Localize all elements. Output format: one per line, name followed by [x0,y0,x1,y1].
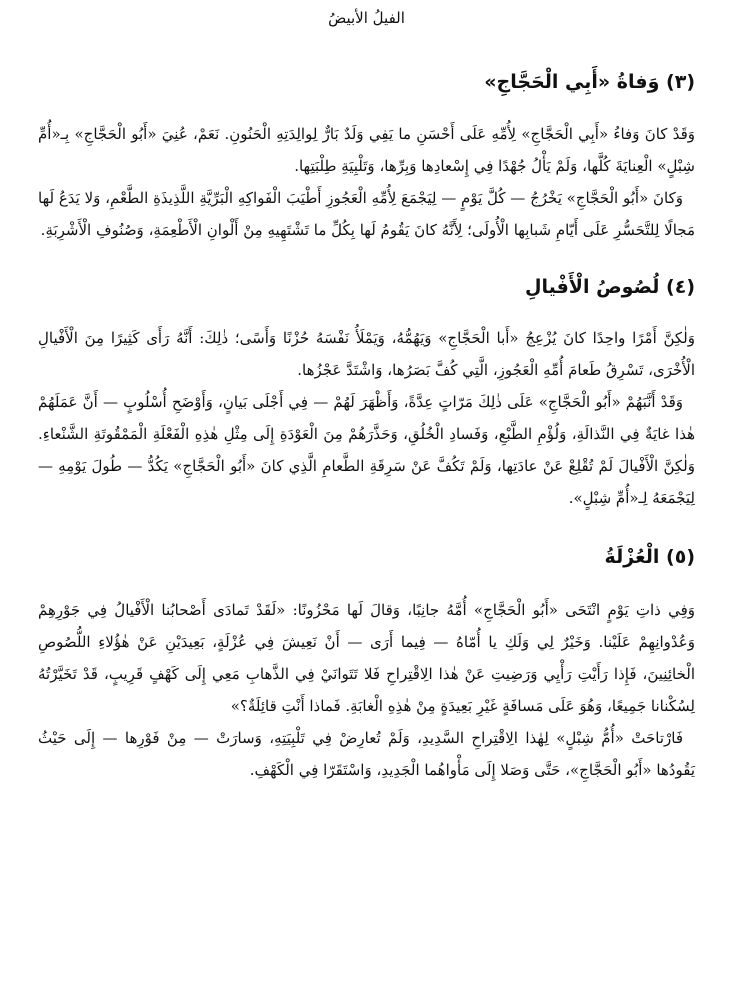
paragraph: فَارْتاحَتْ «أُمُّ شِبْلٍ» لِهٰذا الِاقْتِراحِ السَّدِيدِ، وَلَمْ تُعارِضْ فِي تَلْبِيَتِهِ، وَسارَتْ — مِنْ فَوْرِها — إِلَى حَيْثُ يَقُودُها «أَبُو الْحَجَّاجِ»، حَتَّى وَصَلا إِلَى مَأْواهُما الْجَدِيدِ، وَاسْتَقَرّا فِي الْكَهْفِ. [38,729,695,779]
paragraph: وَلٰكِنَّ أَمْرًا واحِدًا كانَ يُزْعِجُ «أَبا الْحَجَّاجِ» وَيَهُمُّهُ، وَيَمْلَأُ نَفْسَهُ حُزْنًا وَأَسًى؛ ذٰلِكَ: أَنَّهُ رَأَى كَثِيرًا مِنَ الْأَفْيالِ الْأُخْرَى، تَسْرِقُ طَعامَ أُمِّهِ الْعَجُوزِ، الَّتِي كُفَّ بَصَرُها، وَاشْتَدَّ عَجْزُها. [38,329,695,379]
running-header: الفيلُ الأبيضُ [328,9,405,27]
paragraph: وَفِي ذاتِ يَوْمٍ انْتَحَى «أَبُو الْحَجَّاجِ» أُمَّهُ جانِبًا، وَقالَ لَها مَحْزُونًا: «لَقَدْ تَمادَى أَصْحابُنا الْأَفْيالُ فِي جَوْرِهِمْ وَعُدْوانِهِمْ عَلَيْنا. وَخَيْرٌ لِي وَلَكِ يا أُمّاهُ — فِيما أَرَى — أَنْ نَعِيشَ فِي عُزْلَةٍ، بَعِيدَيْنِ عَنْ هٰؤُلاءِ اللُّصُوصِ الْخائِنِينَ، فَإِذا رَأَيْتِ رَأْيِي وَرَضِيتِ عَنْ هٰذا الِاقْتِراحِ فَلا تَتَوانَيْ فِي الذَّهابِ مَعِي إِلَى كَهْفٍ قَرِيبٍ، قَدْ تَخَيَّرْتُهُ لِسُكْنانا جَمِيعًا، وَهُوَ عَلَى مَسافَةٍ غَيْرِ بَعِيدَةٍ مِنْ هٰذِهِ الْغابَةِ. فَماذا أَنْتِ قائِلَةٌ؟» [38,601,695,715]
paragraph: وَكانَ «أَبُو الْحَجَّاجِ» يَخْرُجُ — كُلَّ يَوْمٍ — لِيَجْمَعَ لِأُمِّهِ الْعَجُوزِ أَطْيَبَ الْفَواكِهِ الْبَرِّيَّةِ اللَّذِيذَةِ الطَّعْمِ، وَلا يَدَعُ لَها مَجالًا لِلتَّحَسُّرِ عَلَى أَيّامِ شَبابِها الْأُولَى؛ لِأَنَّهُ كانَ يَقُومُ لَها بِكُلِّ ما تَشْتَهِيهِ مِنْ أَلْوانِ الْأَطْعِمَةِ، وَصُنُوفِ الْأَشْرِبَةِ. [38,189,695,239]
section-4 [38,272,695,514]
paragraph: وَقَدْ كانَ وَفاءُ «أَبِي الْحَجَّاجِ» لِأُمِّهِ عَلَى أَحْسَنِ ما يَفِي وَلَدٌ بَارٌّ لِوالِدَتِهِ الْحَنُونِ. نَعَمْ، عُنِيَ «أَبُو الْحَجَّاجِ» بِـ«أُمِّ شِبْلٍ» الْعِنايَةَ كُلَّها، وَلَمْ يَأْلُ جُهْدًا فِي إِسْعادِها وَبِرِّها، وَتَلْبِيَةِ طِلْبَتِها. [38,125,695,175]
section-5 [38,542,695,786]
section-3 [38,67,695,246]
section-heading: (٣) وَفاةُ «أَبِي الْحَجَّاجِ» [484,71,695,93]
section-heading: (٤) لُصُوصُ الْأَفْيالِ [524,276,695,298]
section-heading: (٥) الْعُزْلَةُ [604,546,695,568]
paragraph: وَقَدْ أَنَّبَهُمْ «أَبُو الْحَجَّاجِ» عَلَى ذٰلِكَ مَرّاتٍ عِدَّةً، وَأَظْهَرَ لَهُمْ — فِي أَجْلَى بَيانٍ، وَأَوْضَحِ أُسْلُوبٍ — أَنَّ عَمَلَهُمْ هٰذا غايَةٌ فِي النَّذالَةِ، وَلُؤْمِ الطَّبْعِ، وَفَسادِ الْخُلُقِ، وَحَذَّرَهُمْ مِنَ الْعَوْدَةِ إِلَى مِثْلِ هٰذِهِ الْفَعْلَةِ الْمَمْقُوتَةِ الشَّنْعاءِ. وَلٰكِنَّ الْأَفْيالَ لَمْ تُقْلِعْ عَنْ عادَتِها، وَلَمْ تَكُفَّ عَنْ سَرِقَةِ الطَّعامِ الَّذِي كانَ «أَبُو الْحَجَّاجِ» يَكُدُّ — طُولَ يَوْمِهِ — لِيَجْمَعَهُ لِـ«أُمِّ شِبْلٍ». [38,393,695,507]
